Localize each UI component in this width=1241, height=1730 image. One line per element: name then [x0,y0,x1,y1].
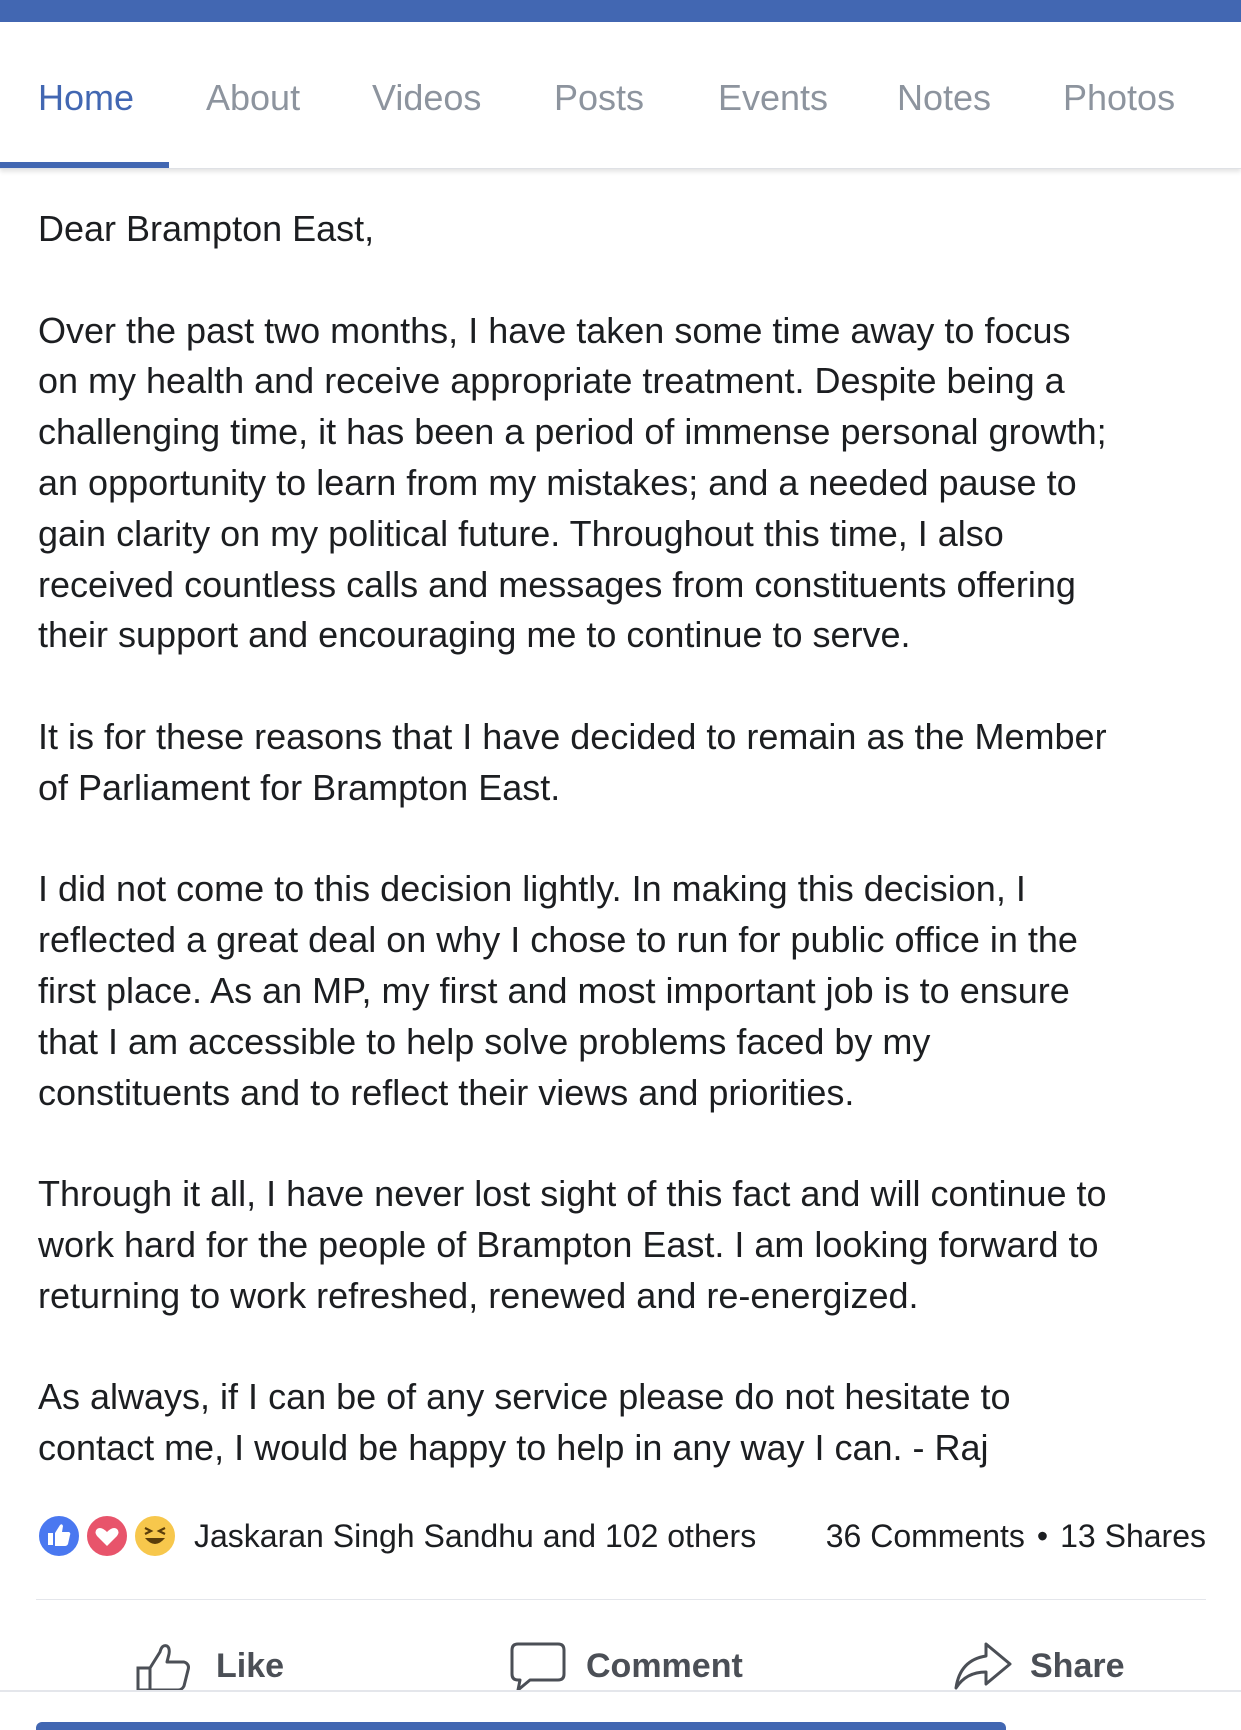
count-separator: • [1036,1518,1049,1554]
post-line: gain clarity on my political future. Throughout this time, I also [38,512,1004,554]
post-line: their support and encouraging me to continue to serve. [38,614,911,656]
post-paragraph [38,306,1218,662]
post-line: an opportunity to learn from my mistakes; and a needed pause to [38,461,1077,503]
post-body [38,204,1218,1474]
bottom-divider [0,1690,1241,1692]
tab-notes[interactable]: Notes [897,77,992,118]
tab-posts[interactable]: Posts [554,77,645,118]
tab-events[interactable]: Events [718,77,829,118]
post-line: contact me, I would be happy to help in any way I can. - Raj [38,1427,989,1469]
comment-bubble-icon [508,1638,568,1694]
share-button[interactable] [952,1638,1132,1694]
post-line: I did not come to this decision lightly. In making this decision, I [38,868,1026,910]
comments-count-link[interactable]: 36 Comments [825,1518,1025,1554]
post-line: returning to work refreshed, renewed and re-energized. [38,1274,919,1316]
post-line: on my health and receive appropriate treatment. Despite being a [38,360,1065,402]
post-line: of Parliament for Brampton East. [38,766,561,808]
comment-button[interactable] [508,1638,743,1694]
love-reaction-icon[interactable] [84,1513,130,1559]
post-paragraph [38,1372,1218,1474]
reactions-summary [36,1510,1206,1562]
page-tab-bar [0,22,1241,169]
like-button[interactable] [134,1638,294,1694]
post-line: received countless calls and messages from constituents offering [38,563,1076,605]
post-line: Through it all, I have never lost sight of this fact and will continue to [38,1173,1107,1215]
engagement-counts [826,1514,1206,1558]
post-paragraph [38,712,1218,814]
post-paragraph [38,204,1218,255]
top-brand-bar [0,0,1241,22]
post-line: As always, if I can be of any service please do not hesitate to [38,1376,1011,1418]
post-line: Dear Brampton East, [38,208,375,249]
post-line: challenging time, it has been a period of immense personal growth; [38,411,1107,453]
active-tab-indicator [0,162,169,168]
like-button-label: Like [216,1647,285,1685]
tab-videos[interactable]: Videos [372,77,482,118]
post-paragraph [38,864,1218,1118]
haha-reaction-icon[interactable] [132,1513,178,1559]
post-line: constituents and to reflect their views and priorities. [38,1071,855,1113]
post-line: that I am accessible to help solve problems faced by my [38,1020,931,1062]
comment-button-label: Comment [586,1647,743,1685]
post-line: first place. As an MP, my first and most important job is to ensure [38,969,1070,1011]
tab-about[interactable]: About [206,77,301,118]
share-arrow-icon [952,1638,1014,1694]
share-button-label: Share [1030,1647,1125,1685]
actions-divider [36,1599,1206,1600]
tab-photos[interactable]: Photos [1063,77,1176,118]
thumbs-up-icon [134,1638,194,1694]
post-paragraph [38,1169,1218,1321]
bottom-composer-bar [36,1722,1006,1730]
shares-count-link[interactable]: 13 Shares [1060,1518,1206,1554]
reaction-names-link[interactable]: Jaskaran Singh Sandhu and 102 others [194,1518,757,1554]
post-line: It is for these reasons that I have decided to remain as the Member [38,715,1107,757]
post-actions-bar [0,1618,1241,1718]
post-line: Over the past two months, I have taken some time away to focus [38,309,1071,351]
like-reaction-icon[interactable] [36,1513,82,1559]
post-line: work hard for the people of Brampton East. I am looking forward to [38,1223,1099,1265]
tab-home[interactable]: Home [38,77,135,118]
post-line: reflected a great deal on why I chose to run for public office in the [38,919,1078,961]
